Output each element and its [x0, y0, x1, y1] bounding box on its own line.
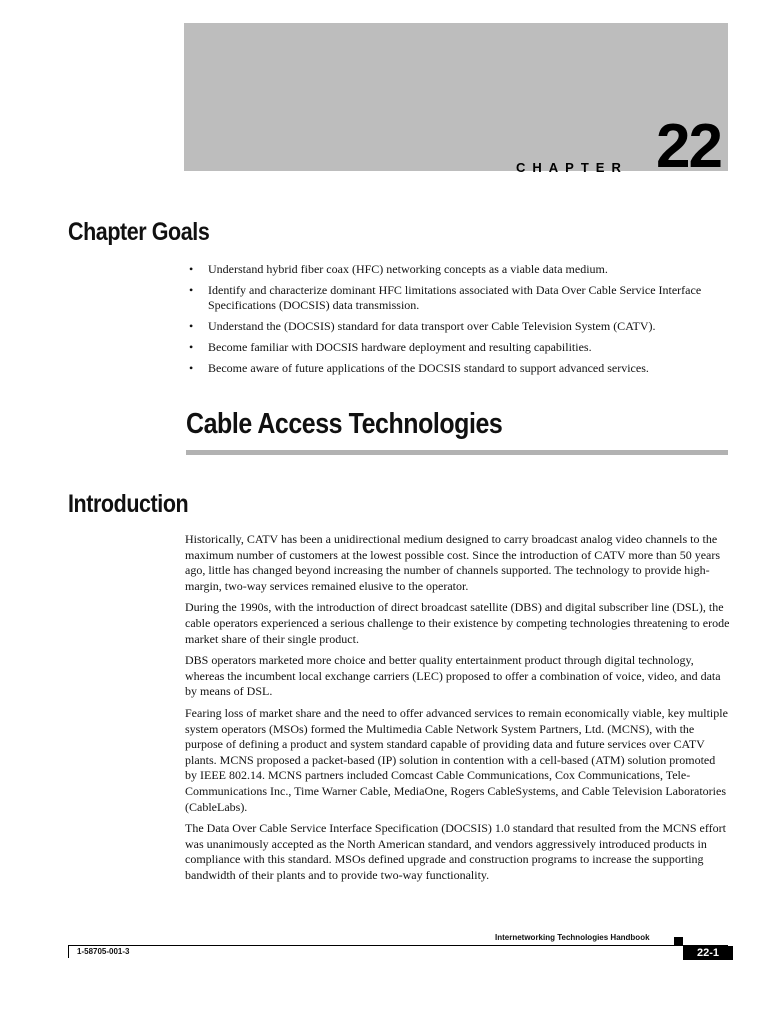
goal-item: • Become aware of future applications of the DOCSIS standard to support advanced services. — [186, 361, 716, 376]
chapter-number: 22 — [656, 112, 721, 181]
section-title: Cable Access Technologies — [186, 408, 503, 440]
goal-item: • Become familiar with DOCSIS hardware deployment and resulting capabilities. — [186, 340, 716, 355]
chapter-label: CHAPTER — [516, 160, 628, 175]
introduction-body — [185, 532, 730, 889]
goal-item: • Identify and characterize dominant HFC limitations associated with Data Over Cable Service Interface Specifications (DOCSIS) data transmission. — [186, 283, 716, 313]
footer-book-title: Internetworking Technologies Handbook — [495, 933, 650, 942]
footer-rule — [68, 945, 728, 946]
footer-isbn: 1-58705-001-3 — [68, 946, 129, 958]
chapter-goals-list — [186, 262, 716, 382]
chapter-banner — [184, 23, 728, 171]
chapter-goals-heading: Chapter Goals — [68, 218, 210, 246]
paragraph: The Data Over Cable Service Interface Specification (DOCSIS) 1.0 standard that resulted from the MCNS effort was unanimously accepted as the North American standard, and vendors aggressively introduced products in compliance with this standard. MSOs defined upgrade and construction programs to increase the supporting bandwidth of their plants and to provide two-way functionality. — [185, 821, 726, 882]
section-divider — [186, 450, 728, 455]
page-number: 22-1 — [683, 946, 733, 960]
paragraph: DBS operators marketed more choice and better quality entertainment product through digital technology, whereas the incumbent local exchange carriers (LEC) proposed to offer a combination of voice, video, and data by means of DSL. — [185, 653, 721, 699]
paragraph: Fearing loss of market share and the need to offer advanced services to remain economically viable, key multiple system operators (MSOs) formed the Multimedia Cable Network System Partners, Ltd. (MCNS), with the purpose of defining a product and system standard capable of providing data and future services over CATV plants. MCNS proposed a packet-based (IP) solution in contention with a cell-based (ATM) solution promoted by IEEE 802.14. MCNS partners included Comcast Cable Communications, Cox Communications, Tele-Communications Inc., Time Warner Cable, MediaOne, Rogers CableSystems, and Cable Television Laboratories (CableLabs). — [185, 705, 728, 814]
paragraph: Historically, CATV has been a unidirectional medium designed to carry broadcast analog video channels to the maximum number of customers at the lowest possible cost. Since the introduction of CATV more than 50 years ago, little has changed beyond increasing the number of channels supported. The technology to provide high-margin, two-way services remained elusive to the operator. — [185, 532, 721, 593]
goal-item: • Understand the (DOCSIS) standard for data transport over Cable Television System (CATV). — [186, 319, 716, 334]
introduction-heading: Introduction — [68, 490, 189, 518]
paragraph: During the 1990s, with the introduction of direct broadcast satellite (DBS) and digital subscriber line (DSL), the cable operators experienced a serious challenge to their existence by competing technologies threatening to erode market share of their single product. — [185, 600, 730, 646]
goal-item: • Understand hybrid fiber coax (HFC) networking concepts as a viable data medium. — [186, 262, 716, 277]
